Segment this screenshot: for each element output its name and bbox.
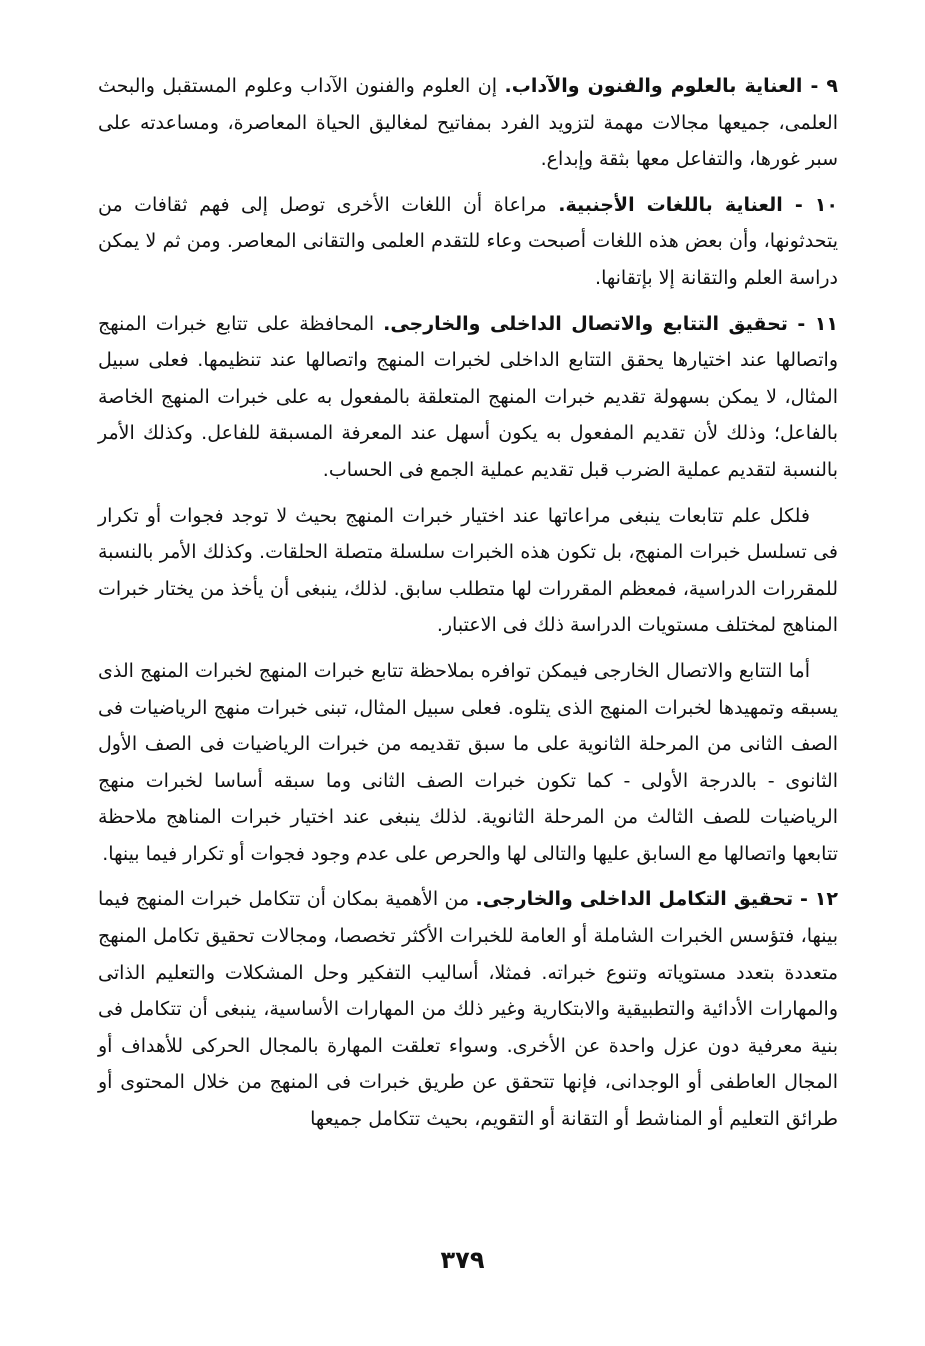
paragraph-body: المحافظة على تتابع خبرات المنهج واتصالها عند اختيارها يحقق التتابع الداخلى لخبرات المنهج واتصالها عند تنظيمها. فعلى سبيل المثال، لا يمكن بسهولة تقديم خبرات المنهج المتعلقة بالمفعول به على خبرات المنهج الخاصة بالفاعل؛ وذلك لأن تقديم المفعول به يكون أسهل عند المعرفة المسبقة للفاعل. وكذلك الأمر بالنسبة لتقديم عملية الضرب قبل تقديم عملية الجمع فى الحساب. [98, 312, 838, 481]
paragraph-11 [98, 306, 838, 489]
paragraph-external-sequencing [98, 653, 838, 873]
paragraph-9 [98, 68, 838, 178]
paragraph-body: من الأهمية بمكان أن تتكامل خبرات المنهج فيما بينها، فتؤسس الخبرات الشاملة أو العامة للخبرات الأكثر تخصصا، ومجالات تحقيق تكامل المنهج متعددة بتعدد مستوياته وتنوع خبراته. فمثلا، أساليب التفكير وحل المشكلات والتعليم الذاتى والمهارات الأدائية والتطبيقية والابتكارية وغير ذلك من المهارات الأساسية، ينبغى أن تتكامل فى بنية معرفية دون عزل واحدة عن الأخرى. وسواء تعلقت المهارة بالمجال الحركى للأهداف أو المجال العاطفى أو الوجدانى، فإنها تتحقق عن طريق خبرات فى المنهج من خلال المحتوى أو طرائق التعليم أو المناشط أو التقانة أو التقويم، بحيث تتكامل جميعها [98, 888, 838, 1131]
paragraph-body: مراعاة أن اللغات الأخرى توصل إلى فهم ثقافات من يتحدثونها، وأن بعض هذه اللغات أصبحت وعاء للتقدم العلمى والتقانى المعاصر. ومن ثم لا يمكن دراسة العلم والتقانة إلا بإتقانها. [98, 193, 838, 289]
paragraph-heading: ١٠ - العناية باللغات الأجنبية. [558, 193, 838, 216]
paragraph-heading: ٩ - العناية بالعلوم والفنون والآداب. [504, 75, 838, 97]
paragraph-12 [98, 881, 838, 1137]
page-number: ٣٧٩ [440, 1246, 485, 1274]
paragraph-10 [98, 187, 838, 297]
paragraph-body: أما التتابع والاتصال الخارجى فيمكن توافره بملاحظة تتابع خبرات المنهج لخبرات المنهج الذى يسبقه وتمهيدها لخبرات المنهج الذى يتلوه. فعلى سبيل المثال، تبنى خبرات منهج الرياضيات فى الصف الثانى من المرحلة الثانوية على ما سبق تقديمه من خبرات الرياضيات فى الصف الأول الثانوى - بالدرجة الأولى - كما تكون خبرات الصف الثانى وما سبقه أساسا لخبرات منهج الرياضيات للصف الثالث من المرحلة الثانوية. لذلك ينبغى عند اختيار خبرات المناهج ملاحظة تتابعها واتصالها مع السابق عليها والتالى لها والحرص على عدم وجود فجوات أو تكرار فيما بينها. [98, 659, 838, 865]
paragraph-sequencing [98, 498, 838, 644]
paragraph-heading: ١٢ - تحقيق التكامل الداخلى والخارجى. [475, 888, 838, 911]
page-text-body [98, 68, 838, 1147]
paragraph-body: إن العلوم والفنون الآداب وعلوم المستقبل والبحث العلمى، جميعها مجالات مهمة لتزويد الفرد بمفاتيح لمغاليق الحياة المعاصرة، ومساعدته على سبر غورها، والتفاعل معها بثقة وإبداع. [98, 75, 838, 171]
paragraph-heading: ١١ - تحقيق التتابع والاتصال الداخلى والخارجى. [383, 312, 838, 335]
paragraph-body: فلكل علم تتابعات ينبغى مراعاتها عند اختيار خبرات المنهج بحيث لا توجد فجوات أو تكرار فى تسلسل خبرات المنهج، بل تكون هذه الخبرات سلسلة متصلة الحلقات. وكذلك الأمر بالنسبة للمقررات الدراسية، فمعظم المقررات لها متطلب سابق. لذلك، ينبغى أن يأخذ من يختار خبرات المناهج لمختلف مستويات الدراسة ذلك فى الاعتبار. [98, 504, 838, 637]
